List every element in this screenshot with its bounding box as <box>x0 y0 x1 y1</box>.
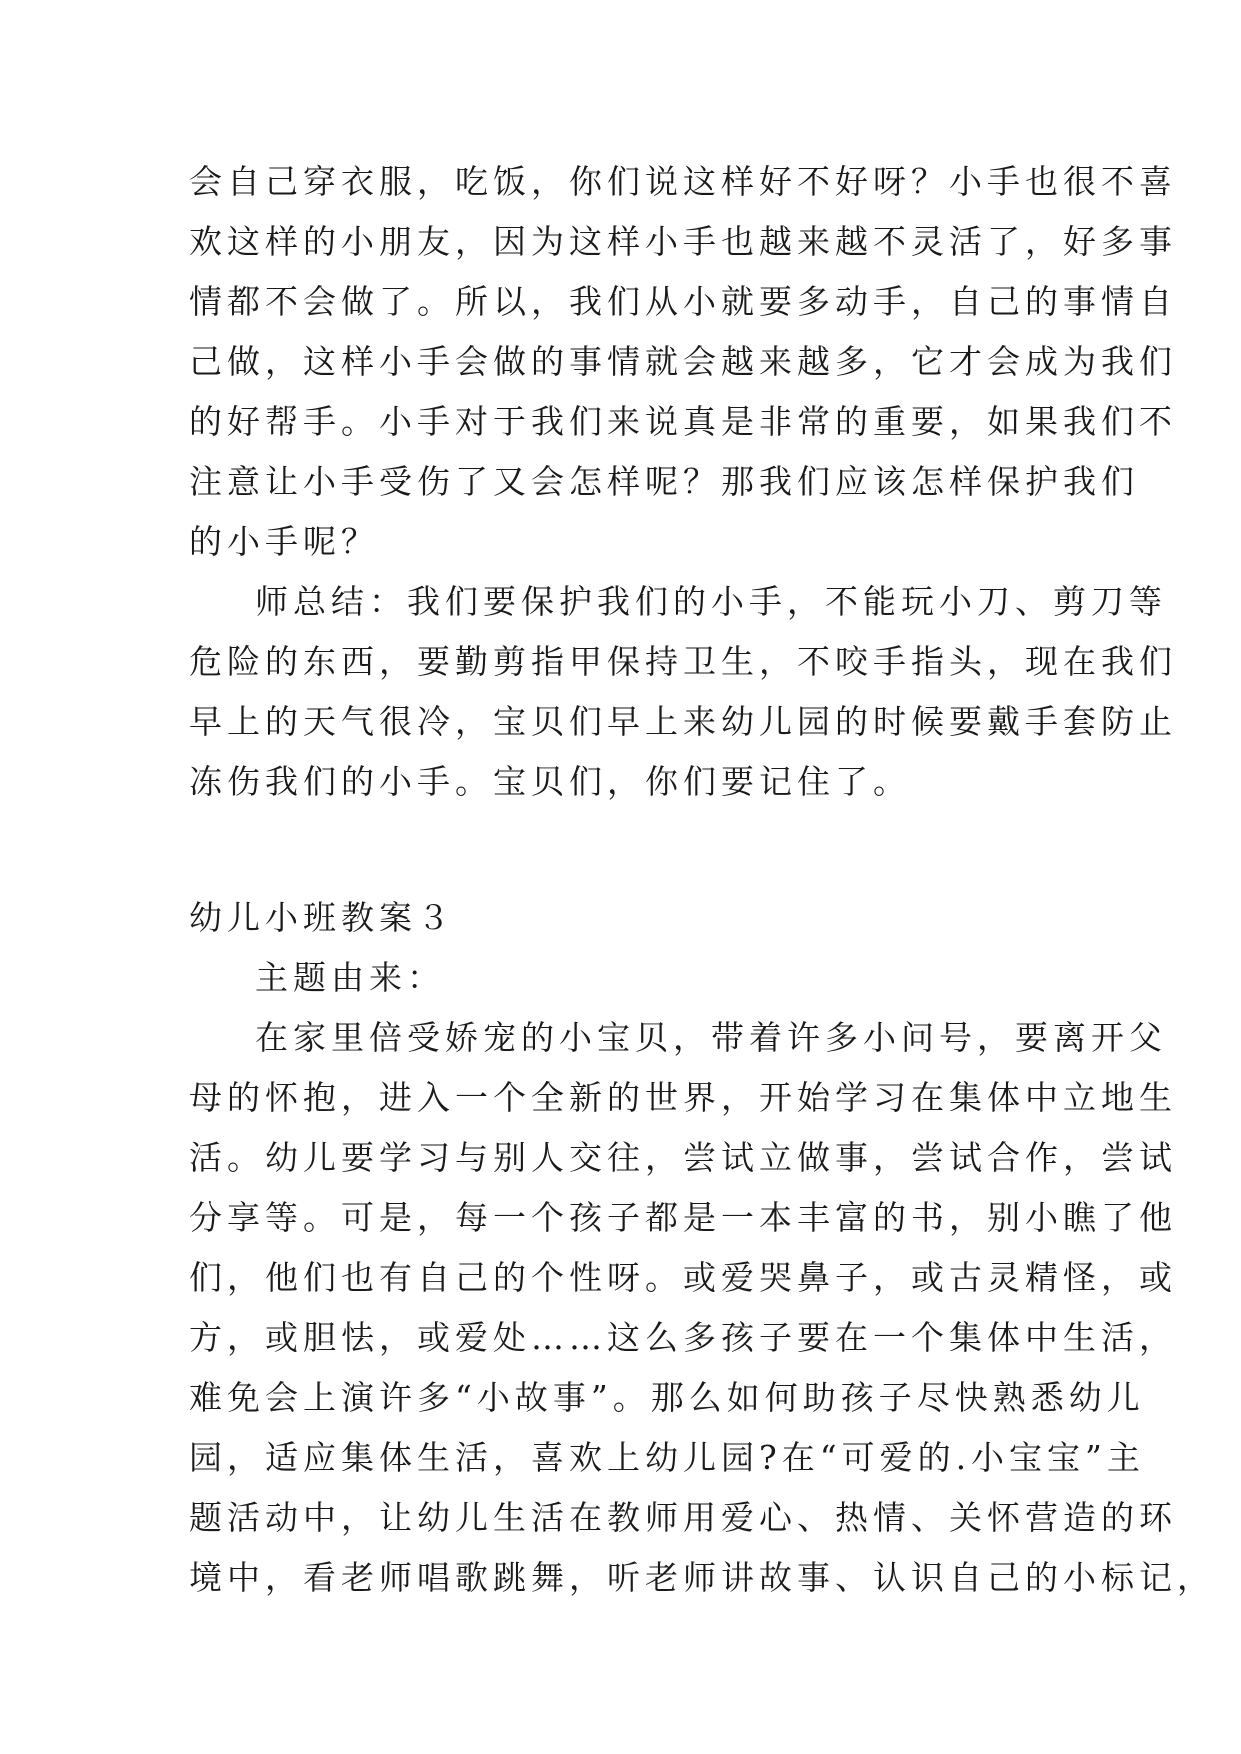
text-line: 园，适应集体生活，喜欢上幼儿园?在“可爱的.小宝宝”主 <box>189 1438 1145 1477</box>
text-line: 母的怀抱，进入一个全新的世界，开始学习在集体中立地生 <box>189 1078 1177 1117</box>
section-subheading: 主题由来： <box>255 958 445 997</box>
text-line: 境中，看老师唱歌跳舞，听老师讲故事、认识自己的小标记， <box>189 1558 1215 1597</box>
text-line: 们，他们也有自己的个性呀。或爱哭鼻子，或古灵精怪，或 <box>189 1258 1177 1297</box>
section-heading: 幼儿小班教案３ <box>189 898 455 937</box>
paragraph-teacher-summary <box>189 572 1177 812</box>
text-line: 欢这样的小朋友，因为这样小手也越来越不灵活了，好多事 <box>189 222 1177 261</box>
text-line: 会自己穿衣服，吃饭，你们说这样好不好呀？小手也很不喜 <box>189 162 1177 201</box>
text-line: 的小手呢？ <box>189 522 379 561</box>
text-line: 师总结：我们要保护我们的小手，不能玩小刀、剪刀等 <box>255 582 1167 621</box>
section-spacer <box>189 812 1059 888</box>
text-line: 己做，这样小手会做的事情就会越来越多，它才会成为我们 <box>189 342 1177 381</box>
text-line: 情都不会做了。所以，我们从小就要多动手，自己的事情自 <box>189 282 1177 321</box>
text-line: 活。幼儿要学习与别人交往，尝试立做事，尝试合作，尝试 <box>189 1138 1177 1177</box>
text-line: 方，或胆怯，或爱处……这么多孩子要在一个集体中生活， <box>189 1318 1177 1357</box>
text-line: 在家里倍受娇宠的小宝贝，带着许多小问号，要离开父 <box>255 1018 1167 1057</box>
paragraph-hands-importance <box>189 152 1177 572</box>
text-line: 分享等。可是，每一个孩子都是一本丰富的书，别小瞧了他 <box>189 1198 1177 1237</box>
document-body <box>189 152 1215 1608</box>
text-line: 冻伤我们的小手。宝贝们，你们要记住了。 <box>189 762 911 801</box>
text-line: 题活动中，让幼儿生活在教师用爱心、热情、关怀营造的环 <box>189 1498 1177 1537</box>
text-line: 早上的天气很冷，宝贝们早上来幼儿园的时候要戴手套防止 <box>189 702 1177 741</box>
text-line: 的好帮手。小手对于我们来说真是非常的重要，如果我们不 <box>189 402 1177 441</box>
text-line: 危险的东西，要勤剪指甲保持卫生，不咬手指头，现在我们 <box>189 642 1177 681</box>
paragraph-theme-origin <box>189 1008 1215 1608</box>
text-line: 难免会上演许多“小故事”。那么如何助孩子尽快熟悉幼儿 <box>189 1378 1145 1417</box>
text-line: 注意让小手受伤了又会怎样呢？那我们应该怎样保护我们 <box>189 462 1139 501</box>
